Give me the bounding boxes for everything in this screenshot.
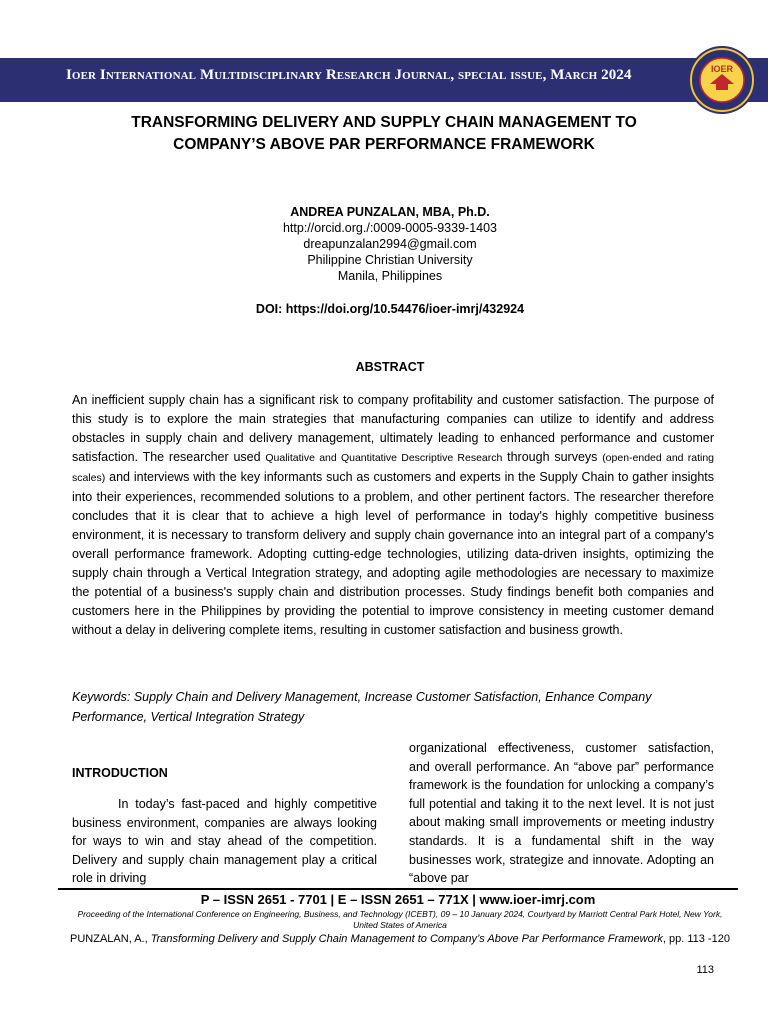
citation-pages: , pp. 113 -120: [662, 933, 730, 945]
introduction-heading: INTRODUCTION: [72, 766, 168, 780]
abstract-method-text: Qualitative and Quantitative Descriptive Research: [265, 452, 503, 464]
abstract-text-part1: An inefficient supply chain has a significant risk to company profitability and customer satisfaction. The purpose of this study is to explore the main strategies that manufacturing companies can utilize to identify and address obstacles in supply chain and delivery management, ultimately leading to enhanced performance and customer satisfaction. The researcher used: [72, 393, 714, 464]
keywords: Keywords: Supply Chain and Delivery Management, Increase Customer Satisfaction, Enhance Company Performance, Vertical Integration Strategy: [72, 690, 652, 724]
author-name: ANDREA PUNZALAN, MBA, Ph.D.: [290, 205, 490, 219]
abstract-survey-type-text: (open-ended and rating scales): [72, 452, 714, 484]
abstract-heading: ABSTRACT: [355, 360, 425, 374]
footer-divider: [58, 888, 738, 890]
footer-citation: [70, 932, 730, 947]
article-title-line1: TRANSFORMING DELIVERY AND SUPPLY CHAIN MANAGEMENT TO: [131, 114, 637, 131]
author-location: Manila, Philippines: [337, 269, 443, 283]
article-title: [70, 112, 698, 156]
footer-issn: P – ISSN 2651 - 7701 | E – ISSN 2651 – 771X | www.ioer-imrj.com: [200, 892, 596, 907]
introduction-right-column: organizational effectiveness, customer satisfaction, and overall performance. An “above par” performance framework is the foundation for unlocking a company’s full potential and taking it to the next level. It is not just about making small improvements or meeting industry standards. It is a fundamental shift in the way businesses work, strategize and innovate. Adopting an “above par: [409, 741, 714, 886]
abstract-text-part3: and interviews with the key informants such as customers and experts in the Supply Chain to gather insights into their experiences, recommended solutions to a problem, and other pertinent factors. The researcher therefore concludes that it is clear that to achieve a high level of performance in today's highly competitive business environment, it is necessary to transform delivery and supply chain governance into an integral part of a company's overall performance framework. Adopting cutting-edge technologies, utilizing data-driven insights, optimizing the supply chain through a Vertical Integration strategy, and adopting agile methodologies are necessary to maximize the potential of a business's supply chain and distribution processes. Study findings benefit both companies and customers here in the Philippines by providing the potential to improve consistency in meeting customer demand without a delay in delivering complete items, resulting in customer satisfaction and business growth.: [72, 470, 714, 637]
article-title-line2: COMPANY’S ABOVE PAR PERFORMANCE FRAMEWORK: [173, 136, 595, 153]
author-affiliation: Philippine Christian University: [307, 253, 473, 267]
ioer-seal-logo: [686, 44, 758, 116]
author-block: [80, 204, 700, 284]
seal-text: IOER: [710, 64, 734, 74]
citation-author: PUNZALAN, A.,: [70, 933, 151, 945]
author-email: dreapunzalan2994@gmail.com: [303, 237, 477, 251]
introduction-left-column: In today’s fast-paced and highly competitive business environment, companies are always looking for ways to win and stay ahead of the competition. Delivery and supply chain management play a critical role in driving: [72, 797, 377, 886]
journal-title: Ioer International Multidisciplinary Research Journal, special issue, March 2024: [66, 67, 632, 83]
page-number: 113: [696, 964, 714, 976]
abstract-body: [72, 391, 714, 640]
footer-proceeding: Proceeding of the International Conference on Engineering, Business, and Technology (ICEBT), 09 – 10 January 2024, Courtyard by Marriott Central Park Hotel, New York, United States of America: [77, 909, 723, 930]
abstract-text-part2: through surveys: [502, 450, 603, 464]
citation-title: Transforming Delivery and Supply Chain Management to Company’s Above Par Performance Framework: [150, 933, 663, 945]
author-orcid: http://orcid.org./:0009-0005-9339-1403: [282, 221, 498, 235]
doi-line: DOI: https://doi.org/10.54476/ioer-imrj/432924: [255, 302, 525, 316]
